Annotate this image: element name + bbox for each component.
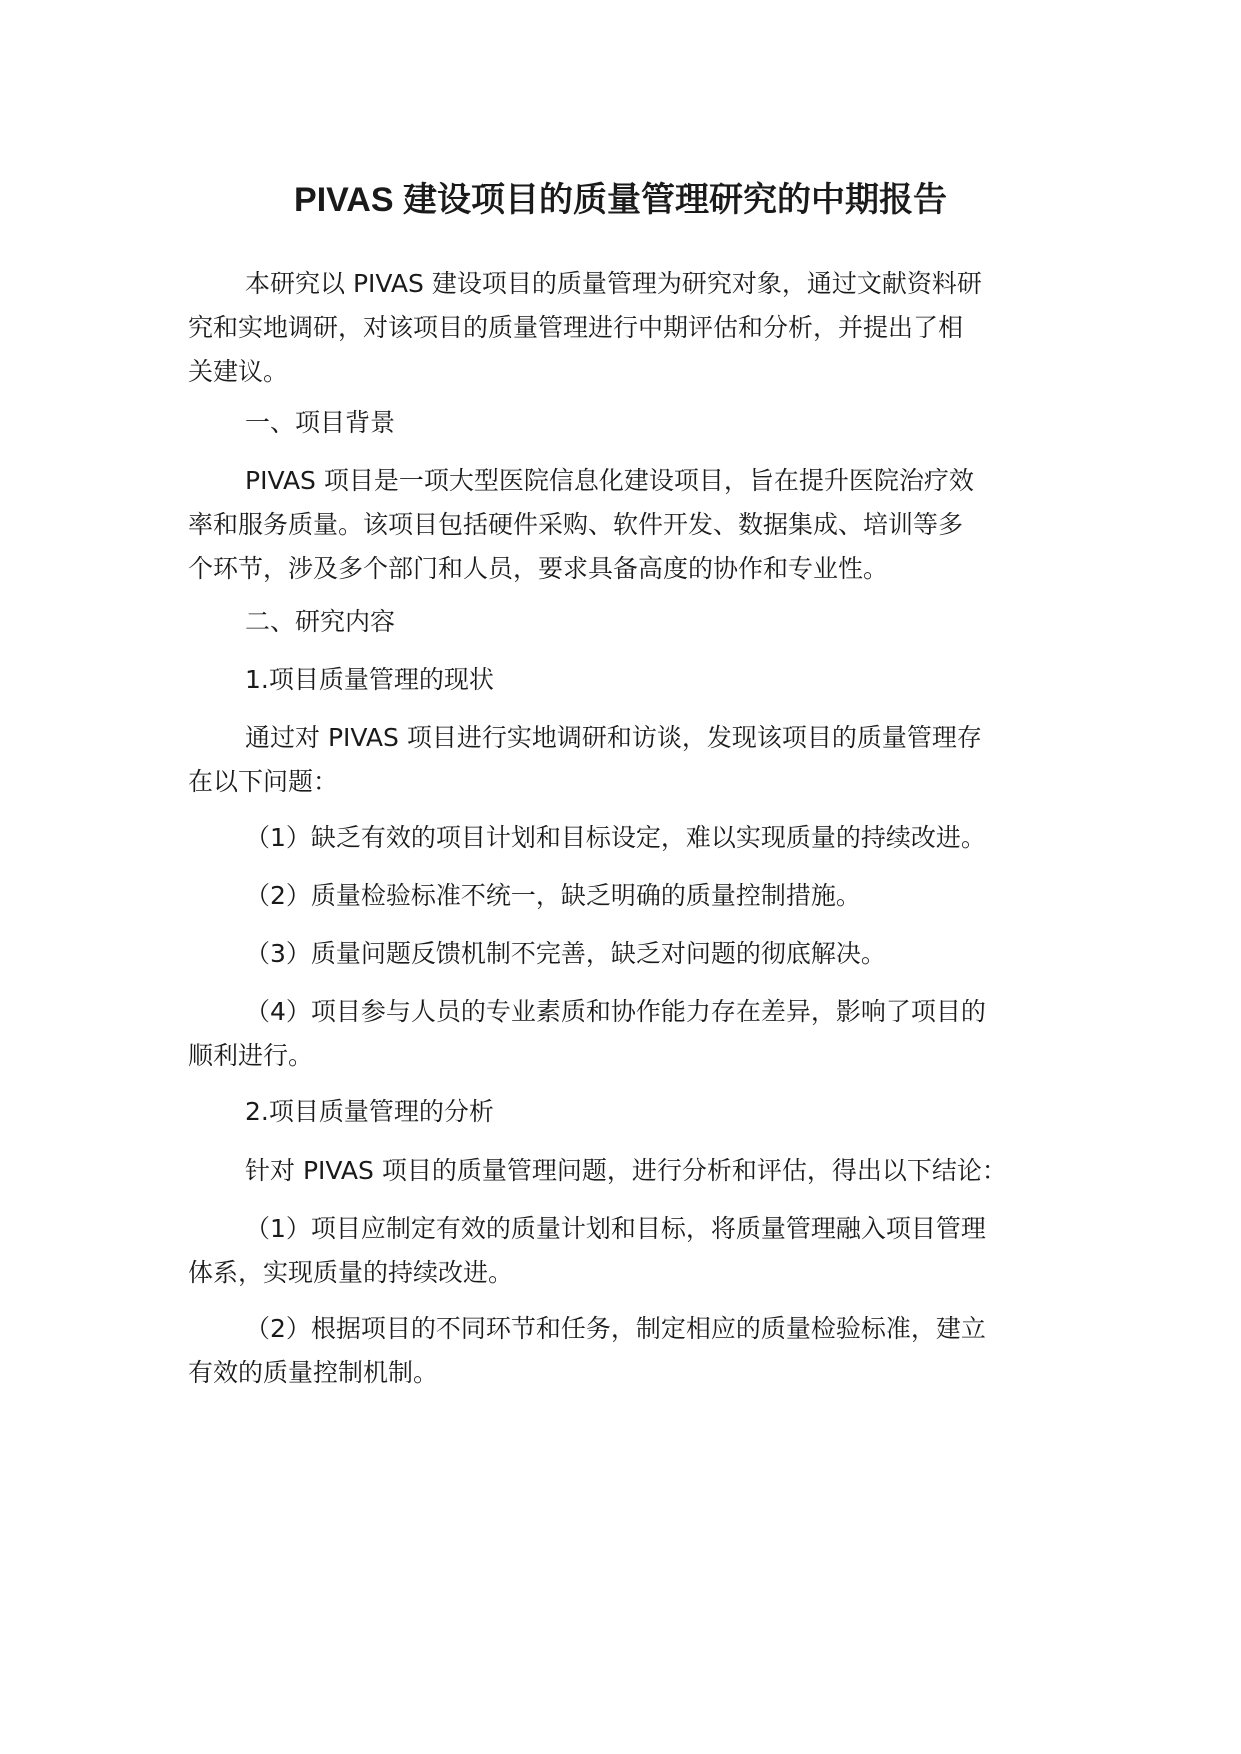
paragraph-line: PIVAS 项目是一项大型医院信息化建设项目，旨在提升医院治疗效 (245, 466, 974, 495)
paragraph-analysis-intro (0, 1149, 1241, 1193)
paragraph-intro (0, 262, 1241, 394)
paragraph-line: （2）根据项目的不同环节和任务，制定相应的质量检验标准，建立 (245, 1314, 986, 1343)
paragraph-background (0, 459, 1241, 591)
paragraph-line: （1）缺乏有效的项目计划和目标设定，难以实现质量的持续改进。 (245, 823, 986, 852)
subheading-analysis (0, 1090, 1241, 1134)
paragraph-line: （1）项目应制定有效的质量计划和目标，将质量管理融入项目管理 (245, 1214, 986, 1243)
list-item-status-3 (0, 932, 1241, 976)
paragraph-line: 本研究以 PIVAS 建设项目的质量管理为研究对象，通过文献资料研 (245, 269, 982, 298)
paragraph-line: 顺利进行。 (188, 1041, 314, 1070)
paragraph-line: 针对 PIVAS 项目的质量管理问题，进行分析和评估，得出以下结论： (245, 1156, 1007, 1185)
paragraph-line: 关建议。 (188, 357, 289, 386)
document-title: PIVAS 建设项目的质量管理研究的中期报告 (294, 181, 947, 219)
heading-line: 2.项目质量管理的分析 (245, 1097, 494, 1126)
section-heading-research (0, 600, 1241, 644)
list-item-analysis-2 (0, 1307, 1241, 1395)
paragraph-status-intro (0, 716, 1241, 804)
paragraph-line: 在以下问题： (188, 767, 339, 796)
paragraph-line: 体系，实现质量的持续改进。 (188, 1258, 514, 1287)
paragraph-line: （2）质量检验标准不统一，缺乏明确的质量控制措施。 (245, 881, 861, 910)
list-item-status-1 (0, 816, 1241, 860)
list-item-status-4 (0, 990, 1241, 1078)
subheading-status (0, 658, 1241, 702)
paragraph-line: 个环节，涉及多个部门和人员，要求具备高度的协作和专业性。 (188, 554, 889, 583)
list-item-status-2 (0, 874, 1241, 918)
paragraph-line: 率和服务质量。该项目包括硬件采购、软件开发、数据集成、培训等多 (188, 510, 964, 539)
heading-line: 1.项目质量管理的现状 (245, 665, 494, 694)
paragraph-line: 通过对 PIVAS 项目进行实地调研和访谈，发现该项目的质量管理存 (245, 723, 982, 752)
section-heading-background (0, 401, 1241, 445)
heading-line: 二、研究内容 (245, 607, 396, 636)
paragraph-line: （4）项目参与人员的专业素质和协作能力存在差异，影响了项目的 (245, 997, 986, 1026)
heading-line: 一、项目背景 (245, 408, 396, 437)
paragraph-line: 有效的质量控制机制。 (188, 1358, 439, 1387)
list-item-analysis-1 (0, 1207, 1241, 1295)
paragraph-line: 究和实地调研，对该项目的质量管理进行中期评估和分析，并提出了相 (188, 313, 964, 342)
paragraph-line: （3）质量问题反馈机制不完善，缺乏对问题的彻底解决。 (245, 939, 886, 968)
